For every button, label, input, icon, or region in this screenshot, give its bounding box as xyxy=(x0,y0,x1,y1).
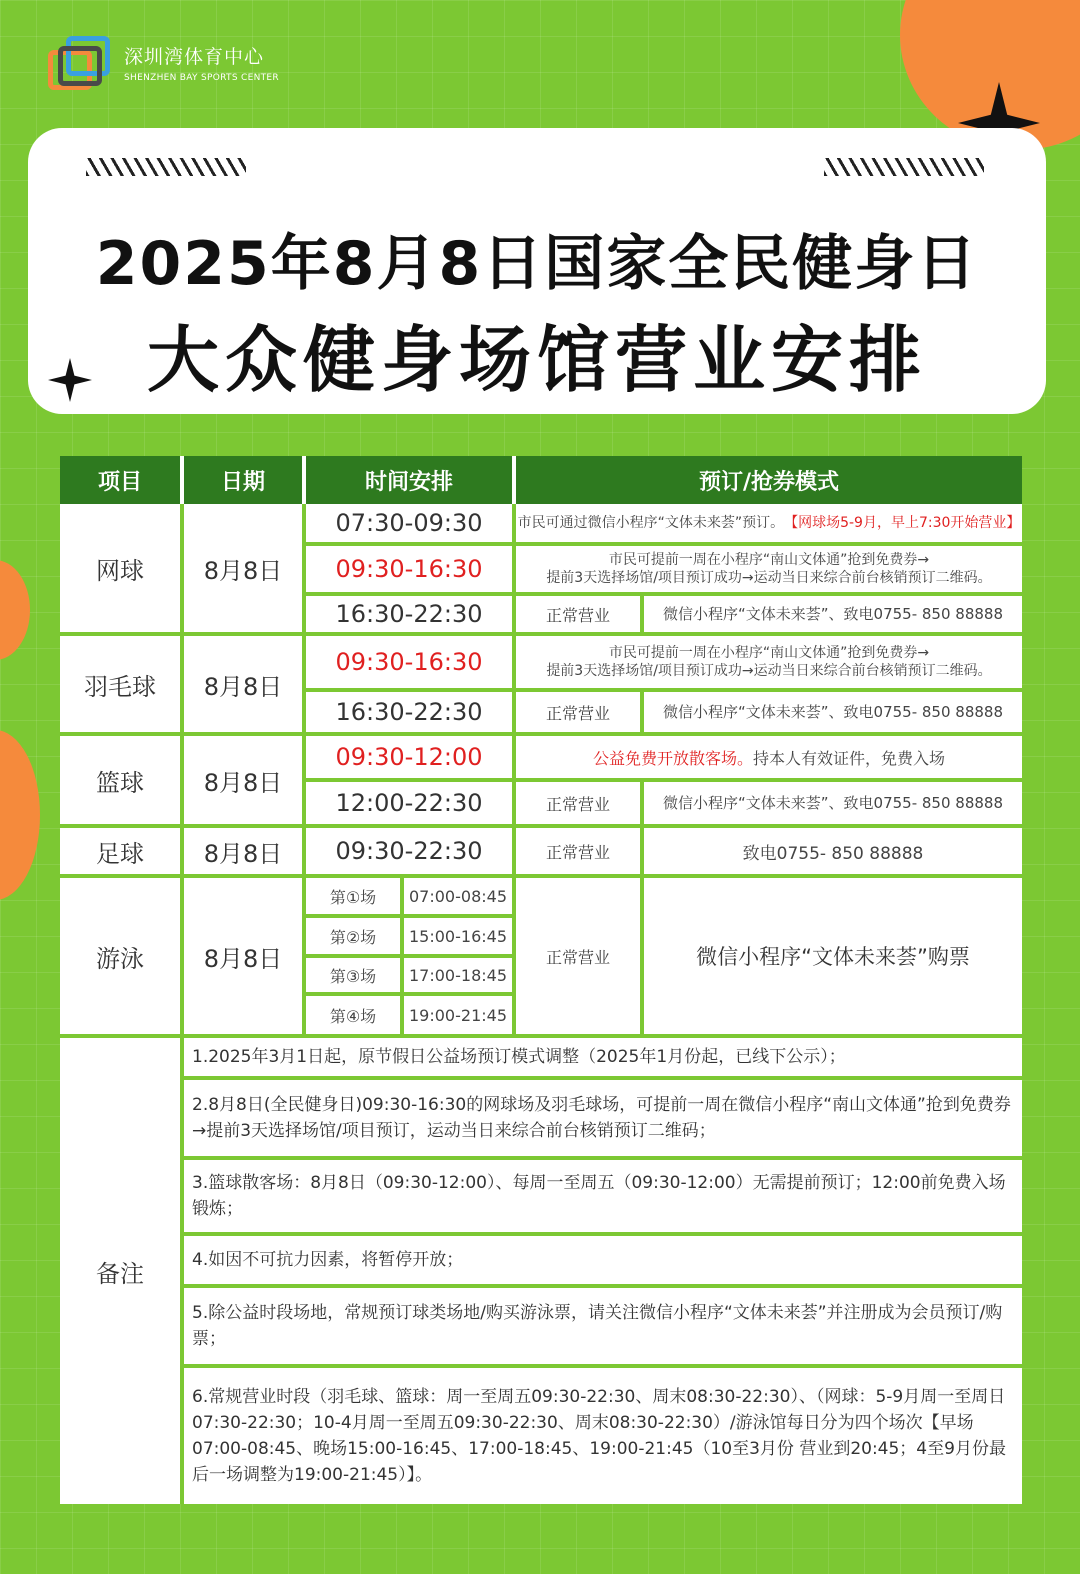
note-4: 4.如因不可抗力因素，将暂停开放； xyxy=(192,1250,464,1270)
basketball-time-1: 09:30-12:00 xyxy=(306,736,512,778)
basketball-time-2: 12:00-22:30 xyxy=(306,782,512,824)
tennis-mode-1: 市民可通过微信小程序“文体未来荟”预订。 【网球场5-9月，早上7:30开始营业】 xyxy=(516,504,1022,542)
logo-mark-icon xyxy=(44,32,116,92)
badminton-status-2: 正常营业 xyxy=(516,692,640,732)
row-tennis-name: 网球 xyxy=(60,504,180,632)
schedule-table xyxy=(60,456,1022,1504)
row-football-date: 8月8日 xyxy=(184,828,302,874)
swim-session-time: 19:00-21:45 xyxy=(404,996,512,1034)
football-channel-1: 致电0755- 850 88888 xyxy=(644,828,1022,874)
row-badminton-date: 8月8日 xyxy=(184,636,302,732)
football-time-1: 09:30-22:30 xyxy=(306,828,512,874)
header-date: 日期 xyxy=(184,456,302,504)
page-title-line2: 大众健身场馆营业安排 xyxy=(146,318,927,402)
tennis-status-3: 正常营业 xyxy=(516,596,640,632)
swimming-channel: 微信小程序“文体未来荟”购票 xyxy=(644,878,1022,1034)
logo-name-en: SHENZHEN BAY SPORTS CENTER xyxy=(124,72,279,83)
row-football-name: 足球 xyxy=(60,828,180,874)
page-title-line1: 2025年8月8日国家全民健身日 xyxy=(95,229,979,299)
tennis-time-2: 09:30-16:30 xyxy=(306,546,512,592)
basketball-mode-1: 公益免费开放散客场。 持本人有效证件，免费入场 xyxy=(516,736,1022,778)
tennis-channel-3: 微信小程序“文体未来荟”、致电0755- 850 88888 xyxy=(644,596,1022,632)
badminton-time-2: 16:30-22:30 xyxy=(306,692,512,732)
row-tennis-date: 8月8日 xyxy=(184,504,302,632)
note-6: 6.常规营业时段（羽毛球、篮球：周一至周五09:30-22:30、周末08:30-22:30）、（网球：5-9月周一至周日07:30-22:30；10-4月周一至周五09:30-22:30、周末08:30-22:30）/游泳馆每日分为四个场次【早场07:00-08:45、晚场15:00-16:45、17:00-18:45、19:00-21:45（10至3月份 营业到20:45；4至9月份最后一场调整为19:00-21:45）】。 xyxy=(192,1387,1006,1485)
tennis-mode-2: 市民可提前一周在小程序“南山文体通”抢到免费券→ 提前3天选择场馆/项目预订成功→运动当日来综合前台核销预订二维码。 xyxy=(516,546,1022,592)
hatch-decoration-right xyxy=(824,158,984,176)
note-2: 2.8月8日(全民健身日)09:30-16:30的网球场及羽毛球场，可提前一周在微信小程序“南山文体通”抢到免费券→提前3天选择场馆/项目预订，运动当日来综合前台核销预订二维码； xyxy=(192,1095,1011,1141)
tennis-time-1: 07:30-09:30 xyxy=(306,504,512,542)
swim-session-label: 第③场 xyxy=(306,958,400,992)
header-item: 项目 xyxy=(60,456,180,504)
orange-blob-left-2 xyxy=(0,730,40,900)
tennis-time-3: 16:30-22:30 xyxy=(306,596,512,632)
row-swimming-date: 8月8日 xyxy=(184,878,302,1034)
row-swimming-name: 游泳 xyxy=(60,878,180,1034)
swim-session-time: 17:00-18:45 xyxy=(404,958,512,992)
note-1: 1.2025年3月1日起，原节假日公益场预订模式调整（2025年1月份起，已线下公示）； xyxy=(192,1047,846,1067)
note-5: 5.除公益时段场地，常规预订球类场地/购买游泳票，请关注微信小程序“文体未来荟”并注册成为会员预订/购票； xyxy=(192,1303,1003,1349)
swim-session-label: 第④场 xyxy=(306,996,400,1034)
badminton-mode-1: 市民可提前一周在小程序“南山文体通”抢到免费券→ 提前3天选择场馆/项目预订成功→运动当日来综合前台核销预订二维码。 xyxy=(516,636,1022,688)
swim-session-time: 15:00-16:45 xyxy=(404,918,512,954)
row-basketball-name: 篮球 xyxy=(60,736,180,824)
row-badminton-name: 羽毛球 xyxy=(60,636,180,732)
title-card xyxy=(28,128,1046,414)
logo-name-cn: 深圳湾体育中心 xyxy=(124,45,265,68)
note-3: 3.篮球散客场：8月8日（09:30-12:00）、每周一至周五（09:30-12:00）无需提前预订；12:00前免费入场锻炼； xyxy=(192,1173,1006,1219)
orange-blob-left-1 xyxy=(0,560,30,660)
hatch-decoration-left xyxy=(86,158,246,176)
swim-session-time: 07:00-08:45 xyxy=(404,878,512,914)
swimming-status: 正常营业 xyxy=(516,878,640,1034)
notes-label: 备注 xyxy=(60,1038,180,1504)
row-basketball-date: 8月8日 xyxy=(184,736,302,824)
badminton-channel-2: 微信小程序“文体未来荟”、致电0755- 850 88888 xyxy=(644,692,1022,732)
swim-session-label: 第②场 xyxy=(306,918,400,954)
header-time: 时间安排 xyxy=(306,456,512,504)
logo xyxy=(44,32,279,92)
header-mode: 预订/抢券模式 xyxy=(516,456,1022,504)
basketball-status-2: 正常营业 xyxy=(516,782,640,824)
football-status-1: 正常营业 xyxy=(516,828,640,874)
swim-session-label: 第①场 xyxy=(306,878,400,914)
badminton-time-1: 09:30-16:30 xyxy=(306,636,512,688)
basketball-channel-2: 微信小程序“文体未来荟”、致电0755- 850 88888 xyxy=(644,782,1022,824)
